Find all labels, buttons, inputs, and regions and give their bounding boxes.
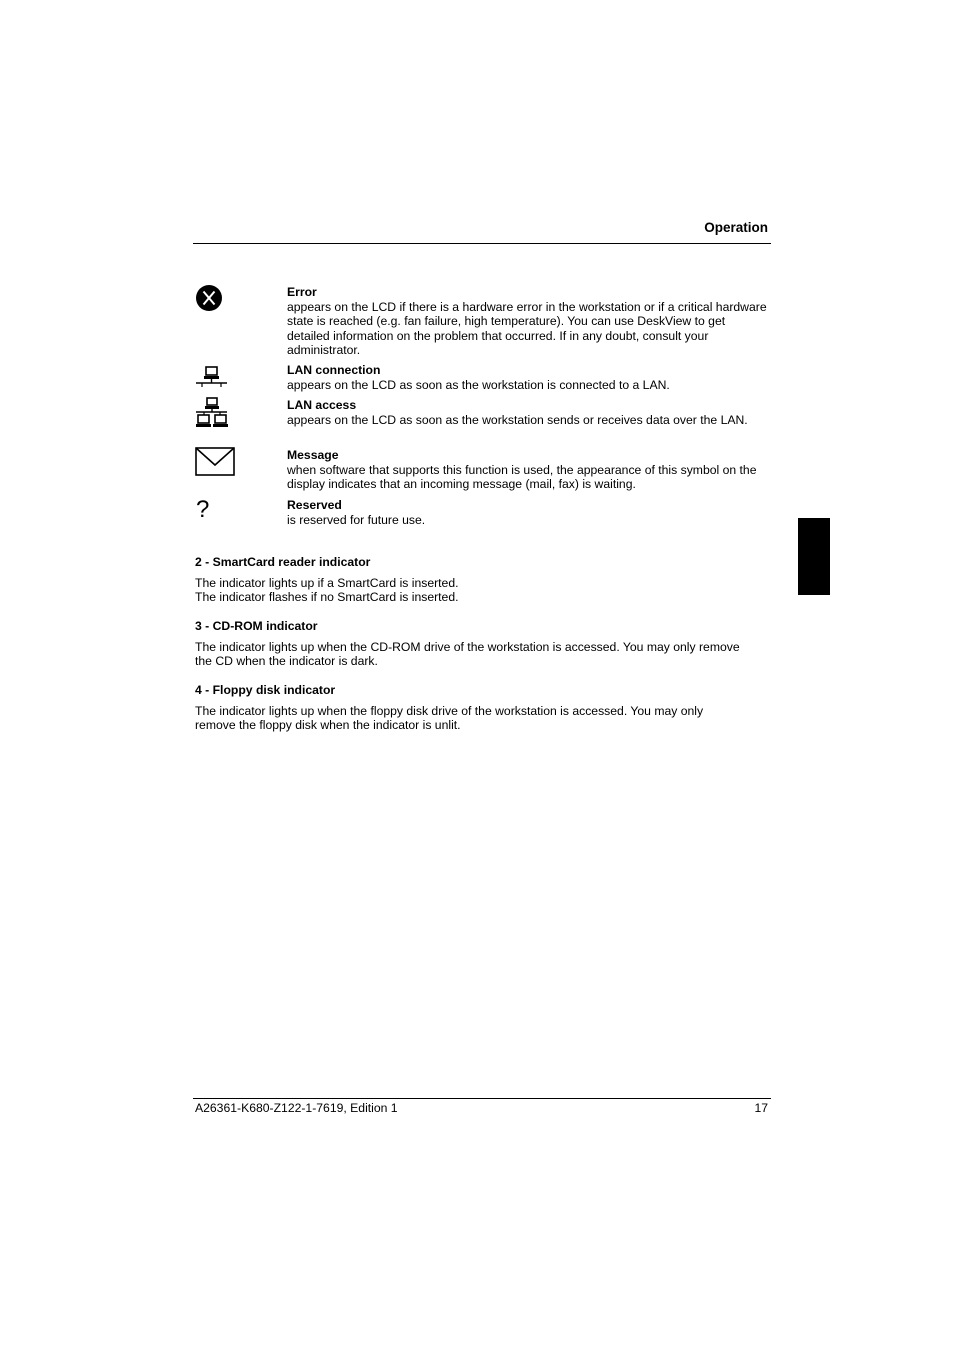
question-mark-icon: ? — [196, 496, 210, 523]
icon-text: appears on the LCD as soon as the workstation is connected to a LAN. — [287, 377, 670, 392]
icon-description-message — [287, 448, 767, 492]
icon-text: when software that supports this function is used, the appearance of this symbol on the display indicates that an incoming message (mail, fax) is waiting. — [287, 462, 757, 491]
section-paragraph — [195, 576, 770, 605]
icon-text: appears on the LCD if there is a hardware error in the workstation or if a critical hardware state is reached (e.g. fan failure, high temperature). You can use DeskView to get detailed information on the problem that occurred. If in any doubt, consult your administrator. — [287, 299, 767, 357]
chapter-tab-marker — [798, 518, 830, 595]
footer-rule — [193, 1098, 771, 1099]
section-heading: 3 - CD-ROM indicator — [195, 619, 318, 633]
footer-document-id: A26361-K680-Z122-1-7619, Edition 1 — [195, 1101, 398, 1115]
section-paragraph: The indicator lights up when the CD-ROM drive of the workstation is accessed. You may only remove the CD when the indicator is dark. — [195, 639, 740, 668]
icon-description-lan-connection — [287, 363, 767, 392]
section-heading: 4 - Floppy disk indicator — [195, 683, 336, 697]
envelope-icon — [195, 447, 235, 476]
icon-description-lan-access — [287, 398, 767, 427]
paragraph-line: The indicator flashes if no SmartCard is inserted. — [195, 590, 459, 604]
header-rule — [193, 243, 771, 244]
icon-title: Reserved — [287, 498, 342, 512]
section-floppy-indicator — [195, 683, 745, 733]
icon-title: Error — [287, 285, 317, 299]
footer-page-number: 17 — [754, 1101, 768, 1115]
icon-description-error — [287, 285, 767, 358]
section-paragraph: The indicator lights up when the floppy disk drive of the workstation is accessed. You may only remove the floppy disk when the indicator is unlit. — [195, 703, 704, 732]
lan-access-icon — [195, 397, 229, 430]
running-header-title: Operation — [704, 220, 768, 235]
icon-description-reserved — [287, 498, 767, 527]
section-smartcard-indicator — [195, 555, 770, 605]
icon-title: LAN access — [287, 398, 357, 412]
paragraph-line: The indicator lights up if a SmartCard is inserted. — [195, 575, 459, 590]
lan-connection-icon — [195, 366, 229, 388]
icon-title: LAN connection — [287, 363, 381, 377]
icon-text: is reserved for future use. — [287, 512, 426, 527]
error-x-icon — [195, 284, 223, 312]
section-heading: 2 - SmartCard reader indicator — [195, 555, 371, 569]
icon-title: Message — [287, 448, 339, 462]
icon-text: appears on the LCD as soon as the workstation sends or receives data over the LAN. — [287, 412, 748, 427]
section-cdrom-indicator — [195, 619, 740, 669]
